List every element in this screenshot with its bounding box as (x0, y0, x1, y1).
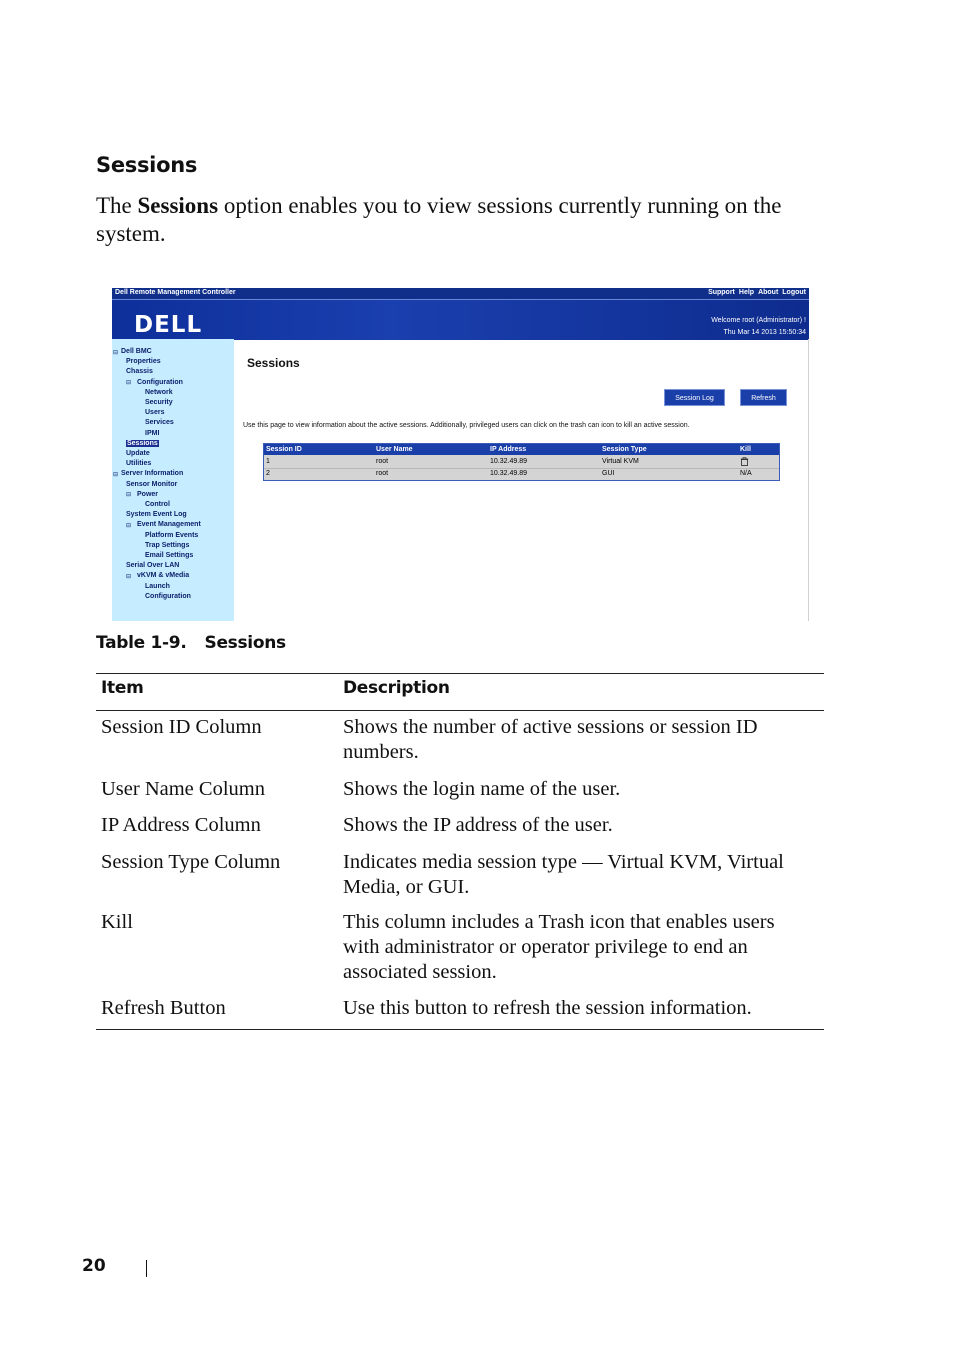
section-heading: Sessions (96, 153, 198, 177)
nav-item-email-settings[interactable]: Email Settings (145, 552, 194, 559)
refresh-button[interactable]: Refresh (740, 389, 787, 406)
dell-logo: DELL (134, 312, 203, 338)
app-title: Dell Remote Management Controller (115, 289, 236, 296)
row-item: User Name Column (101, 778, 265, 800)
nav-item-vkvm-vmedia[interactable]: vKVM & vMedia (137, 572, 190, 580)
row-item: IP Address Column (101, 814, 261, 836)
nav-item-sessions[interactable]: Sessions (127, 439, 158, 447)
nav-item-chassis[interactable]: Chassis (126, 368, 153, 376)
row-user-name: root (376, 470, 389, 477)
table-row (96, 910, 824, 996)
row-session-id: 1 (266, 458, 270, 465)
welcome-text: Welcome root (Administrator) ! (711, 317, 806, 324)
bmc-screenshot (112, 288, 809, 621)
col-session-type: Session Type (602, 446, 647, 453)
table-caption (96, 633, 286, 653)
trash-icon[interactable] (740, 457, 749, 468)
header-item: Item (101, 678, 144, 698)
collapse-toggle-icon[interactable]: ⊟ (126, 573, 132, 580)
col-kill: Kill (740, 446, 751, 453)
row-user-name: root (376, 458, 389, 465)
sessions-grid (263, 443, 780, 481)
row-item: Kill (101, 911, 133, 933)
caption-number: Table 1-9. (96, 633, 187, 653)
nav-item-properties[interactable]: Properties (126, 358, 161, 366)
content-border (808, 339, 809, 621)
row-description: Use this button to refresh the session information. (343, 997, 752, 1019)
session-log-button[interactable]: Session Log (664, 389, 725, 406)
col-user-name: User Name (376, 446, 413, 453)
intro-text-before: The (96, 193, 138, 218)
col-session-id: Session ID (266, 446, 302, 453)
help-link[interactable]: Help (738, 289, 755, 296)
nav-item-dell-bmc[interactable]: Dell BMC (121, 348, 152, 355)
table-row (96, 813, 824, 850)
page-number: 20 (82, 1256, 106, 1276)
nav-item-ipmi[interactable]: IPMI (145, 429, 160, 437)
row-session-type: Virtual KVM (602, 458, 639, 465)
row-description: Shows the IP address of the user. (343, 814, 613, 836)
intro-text-after: option enables you to view sessions currently running on the system. (96, 193, 782, 246)
table-row (96, 996, 824, 1029)
nav-item-configuration[interactable]: Configuration (137, 378, 183, 386)
logout-link[interactable]: Logout (782, 289, 806, 296)
top-bar (112, 288, 809, 299)
nav-item-trap-settings[interactable]: Trap Settings (145, 541, 190, 549)
nav-item-sensor-monitor[interactable]: Sensor Monitor (126, 480, 178, 488)
row-ip-address: 10.32.49.89 (490, 458, 527, 465)
support-link[interactable]: Support (708, 289, 735, 296)
row-kill: N/A (740, 470, 752, 477)
row-item: Refresh Button (101, 997, 226, 1019)
nav-item-power[interactable]: Power (137, 490, 159, 498)
datetime-text: Thu Mar 14 2013 15:50:34 (723, 329, 806, 336)
header-banner (112, 299, 809, 340)
about-link[interactable]: About (758, 289, 779, 296)
collapse-toggle-icon[interactable]: ⊟ (113, 471, 119, 478)
nav-item-launch[interactable]: Launch (145, 582, 170, 590)
intro-paragraph (96, 192, 816, 248)
nav-item-network[interactable]: Network (145, 388, 173, 396)
row-description: This column includes a Trash icon that enables users with administrator or operator privilege to end an associated session. (343, 911, 775, 983)
nav-item-event-management[interactable]: Event Management (137, 521, 201, 529)
table-row (96, 850, 824, 910)
nav-item-utilities[interactable]: Utilities (126, 460, 152, 468)
page-title: Sessions (247, 356, 300, 370)
collapse-toggle-icon[interactable]: ⊟ (126, 492, 132, 499)
table-row (264, 468, 779, 480)
collapse-toggle-icon[interactable]: ⊟ (113, 349, 119, 356)
nav-item-users[interactable]: Users (145, 409, 165, 417)
nav-item-system-event-log[interactable]: System Event Log (126, 511, 187, 519)
caption-title: Sessions (204, 633, 286, 653)
intro-bold-term: Sessions (137, 193, 219, 218)
nav-item-serial-over-lan[interactable]: Serial Over LAN (126, 562, 180, 570)
nav-item-security[interactable]: Security (145, 399, 173, 406)
row-description: Shows the number of active sessions or session ID numbers. (343, 716, 758, 763)
content-pane (234, 339, 809, 621)
row-item: Session ID Column (101, 716, 262, 738)
collapse-toggle-icon[interactable]: ⊟ (126, 522, 132, 529)
top-links (704, 289, 806, 296)
row-description: Indicates media session type — Virtual KVM, Virtual Media, or GUI. (343, 851, 784, 898)
row-description: Shows the login name of the user. (343, 778, 621, 800)
collapse-toggle-icon[interactable]: ⊟ (126, 380, 132, 387)
col-ip-address: IP Address (490, 446, 527, 453)
page-number-divider (146, 1260, 147, 1277)
nav-item-services[interactable]: Services (145, 419, 174, 427)
row-ip-address: 10.32.49.89 (490, 470, 527, 477)
header-description: Description (343, 678, 450, 698)
grid-header (264, 444, 779, 455)
table-header (96, 674, 824, 711)
nav-item-configuration[interactable]: Configuration (145, 592, 191, 600)
row-session-id: 2 (266, 470, 270, 477)
page-description: Use this page to view information about the active sessions. Additionally, privileged users can click on the trash can icon to kill an active session. (243, 422, 690, 429)
nav-item-update[interactable]: Update (126, 450, 150, 457)
nav-tree (112, 339, 234, 621)
row-session-type: GUI (602, 470, 615, 477)
table-row (96, 715, 824, 777)
sessions-table (96, 673, 824, 1030)
welcome-block (711, 315, 806, 339)
table-row (96, 777, 824, 813)
nav-item-control[interactable]: Control (145, 501, 170, 508)
nav-item-platform-events[interactable]: Platform Events (145, 531, 199, 539)
nav-item-server-information[interactable]: Server Information (121, 470, 184, 478)
row-item: Session Type Column (101, 851, 281, 873)
